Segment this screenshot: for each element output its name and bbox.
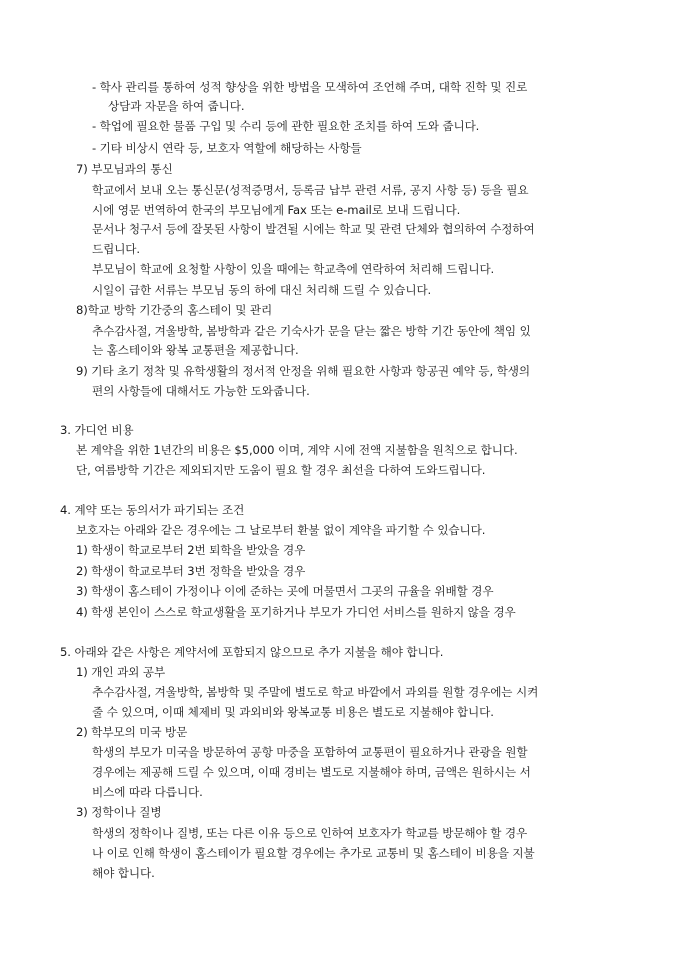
text-line: 나 이로 인해 학생이 홈스테이가 필요할 경우에는 추가로 교통비 및 홈스테이 비용을 지불	[92, 846, 535, 860]
list-item: 3) 학생이 홈스테이 가정이나 이에 준하는 곳에 머물면서 그곳의 규율을 위배할 경우	[76, 584, 494, 598]
text-line: 시에 영문 번역하여 한국의 부모님에게 Fax 또는 e-mail로 보내 드립니다.	[92, 203, 461, 217]
text-line: 비스에 따라 다릅니다.	[92, 785, 203, 799]
section-heading: 8)학교 방학 기간중의 홈스테이 및 관리	[76, 303, 273, 317]
text-line: 경우에는 제공해 드릴 수 있으며, 이때 경비는 별도로 지불해야 하며, 금액은 원하시는 서	[92, 765, 531, 779]
section-heading: 1) 개인 과외 공부	[76, 665, 166, 679]
section-heading: 7) 부모님과의 통신	[76, 162, 173, 176]
text-line: 드립니다.	[92, 242, 140, 256]
text-line: 줄 수 있으며, 이때 체제비 및 과외비와 왕복교통 비용은 별도로 지불해야 합니다.	[92, 705, 494, 719]
section-heading: 2) 학부모의 미국 방문	[76, 725, 188, 739]
section-heading: 9) 기타 초기 정착 및 유학생활의 정서적 안정을 위해 필요한 사항과 항공권 예약 등, 학생의	[76, 364, 530, 378]
text-line: 추수감사절, 겨울방학, 봄방학과 같은 기숙사가 문을 닫는 짧은 방학 기간 동안에 책임 있	[92, 324, 531, 338]
text-line: 해야 합니다.	[92, 866, 155, 880]
list-item: 2) 학생이 학교로부터 3번 정학을 받았을 경우	[76, 564, 306, 578]
text-line: 단, 여름방학 기간은 제외되지만 도움이 필요 할 경우 최선을 다하여 도와드립니다.	[76, 463, 486, 477]
text-line: 상담과 자문을 하여 줍니다.	[108, 99, 245, 113]
text-line: 학생의 부모가 미국을 방문하여 공항 마중을 포함하여 교통편이 필요하거나 관광을 원할	[92, 745, 528, 759]
text-line: 보호자는 아래와 같은 경우에는 그 날로부터 환불 없이 계약을 파기할 수 있습니다.	[76, 523, 486, 537]
text-line: 문서나 청구서 등에 잘못된 사항이 발견될 시에는 학교 및 관련 단체와 협의하여 수정하여	[92, 222, 535, 236]
section-title: 3. 가디언 비용	[60, 423, 134, 437]
text-line: 추수감사절, 겨울방학, 봄방학 및 주말에 별도로 학교 바깥에서 과외를 원할 경우에는 시켜	[92, 685, 539, 699]
text-line: 학교에서 보내 오는 통신문(성적증명서, 등록금 납부 관련 서류, 공지 사항 등) 등을 필요	[92, 183, 529, 197]
text-line: - 학업에 필요한 물품 구입 및 수리 등에 관한 필요한 조치를 하여 도와 줍니다.	[92, 119, 480, 133]
text-line: - 기타 비상시 연락 등, 보호자 역할에 해당하는 사항들	[92, 141, 362, 155]
text-line: 학생의 정학이나 질병, 또는 다른 이유 등으로 인하여 보호자가 학교를 방문해야 할 경우	[92, 826, 528, 840]
section-heading: 3) 정학이나 질병	[76, 805, 162, 819]
text-line: 시일이 급한 서류는 부모님 동의 하에 대신 처리해 드릴 수 있습니다.	[92, 283, 432, 297]
text-line: 편의 사항들에 대해서도 가능한 도와줍니다.	[92, 384, 310, 398]
list-item: 1) 학생이 학교로부터 2번 퇴학을 받았을 경우	[76, 543, 306, 557]
section-title: 4. 계약 또는 동의서가 파기되는 조건	[60, 503, 245, 517]
text-line: - 학사 관리를 통하여 성적 향상을 위한 방법을 모색하여 조언해 주며, 대학 진학 및 진로	[92, 80, 528, 94]
list-item: 4) 학생 본인이 스스로 학교생활을 포기하거나 부모가 가디언 서비스를 원하지 않을 경우	[76, 605, 516, 619]
text-line: 본 계약을 위한 1년간의 비용은 $5,000 이며, 계약 시에 전액 지불함을 원칙으로 합니다.	[76, 443, 518, 457]
text-line: 는 홈스테이와 왕복 교통편을 제공합니다.	[92, 343, 299, 357]
text-line: 부모님이 학교에 요청할 사항이 있을 때에는 학교측에 연락하여 처리해 드립니다.	[92, 262, 495, 276]
section-title: 5. 아래와 같은 사항은 계약서에 포함되지 않으므로 추가 지불을 해야 합니다.	[60, 645, 444, 659]
